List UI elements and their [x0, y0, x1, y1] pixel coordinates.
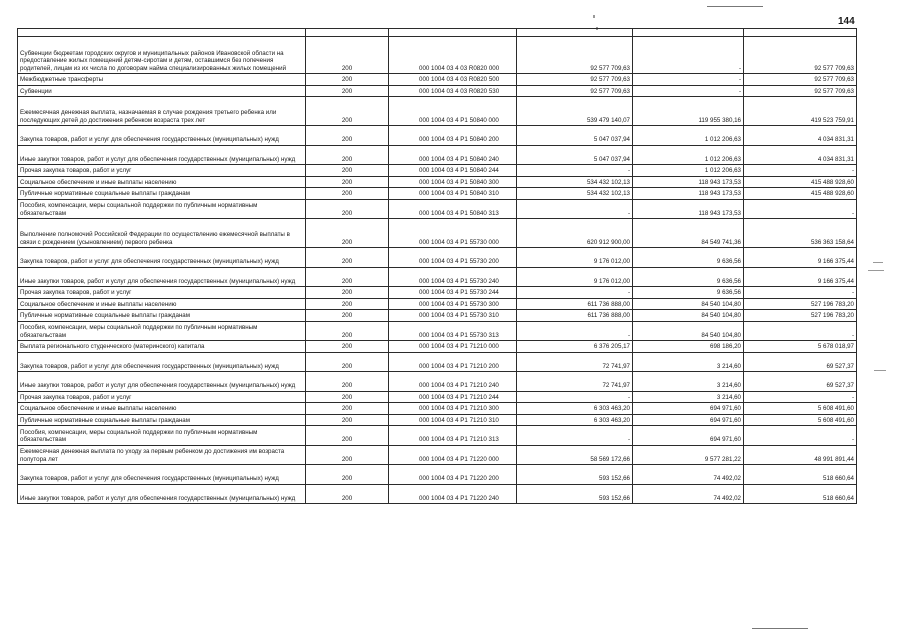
row-executed: 1 012 206,63 [633, 145, 744, 165]
row-unexecuted: 4 034 831,31 [744, 126, 857, 146]
row-unexecuted: 5 608 491,60 [744, 414, 857, 426]
row-name: Закупка товаров, работ и услуг для обеспечения государственных (муниципальных) нужд [18, 465, 306, 485]
row-executed: - [633, 85, 744, 97]
row-unexecuted: 419 523 759,91 [744, 97, 857, 126]
table-row [18, 484, 857, 504]
row-approved: 5 047 037,94 [517, 126, 633, 146]
table-row [18, 372, 857, 392]
row-unexecuted: 527 196 783,20 [744, 298, 857, 310]
row-kbk: 000 1004 03 4 P1 55730 300 [389, 298, 517, 310]
row-executed: 74 492,02 [633, 465, 744, 485]
row-approved: 92 577 709,63 [517, 85, 633, 97]
row-approved: 9 176 012,00 [517, 267, 633, 287]
table-row [18, 145, 857, 165]
row-unexecuted: 4 034 831,31 [744, 145, 857, 165]
row-kbk: 000 1004 03 4 P1 71210 310 [389, 414, 517, 426]
table-row [18, 126, 857, 146]
row-name: Прочая закупка товаров, работ и услуг [18, 165, 306, 177]
row-unexecuted: 69 527,37 [744, 352, 857, 372]
row-name: Иные закупки товаров, работ и услуг для обеспечения государственных (муниципальных) нужд [18, 372, 306, 392]
row-unexecuted: 9 166 375,44 [744, 248, 857, 268]
table-row [18, 445, 857, 465]
table-row [18, 391, 857, 403]
row-name: Социальное обеспечение и иные выплаты населению [18, 298, 306, 310]
row-executed: 118 943 173,53 [633, 188, 744, 200]
table-row [18, 298, 857, 310]
table-row [18, 165, 857, 177]
row-kbk: 000 1004 03 4 P1 71210 244 [389, 391, 517, 403]
row-code: 200 [306, 126, 389, 146]
table-row [18, 85, 857, 97]
row-name: Социальное обеспечение и иные выплаты населению [18, 403, 306, 415]
row-approved: 611 736 888,00 [517, 310, 633, 322]
table-row [18, 176, 857, 188]
row-unexecuted: 69 527,37 [744, 372, 857, 392]
row-approved: 58 569 172,66 [517, 445, 633, 465]
row-executed: 694 971,60 [633, 403, 744, 415]
row-name: Прочая закупка товаров, работ и услуг [18, 391, 306, 403]
row-code: 200 [306, 219, 389, 248]
row-unexecuted: 415 488 928,60 [744, 176, 857, 188]
row-code: 200 [306, 391, 389, 403]
row-executed: 84 549 741,36 [633, 219, 744, 248]
row-name: Публичные нормативные социальные выплаты гражданам [18, 188, 306, 200]
row-code: 200 [306, 176, 389, 188]
row-name: Пособия, компенсации, меры социальной поддержки по публичным нормативным обязательствам [18, 321, 306, 341]
row-code: 200 [306, 145, 389, 165]
row-name: Социальное обеспечение и иные выплаты населению [18, 176, 306, 188]
row-unexecuted: 527 196 783,20 [744, 310, 857, 322]
row-approved: - [517, 199, 633, 219]
row-executed: 3 214,60 [633, 352, 744, 372]
row-approved: 6 376 205,17 [517, 341, 633, 353]
row-unexecuted: 48 991 891,44 [744, 445, 857, 465]
row-approved: 593 152,66 [517, 465, 633, 485]
row-kbk: 000 1004 03 4 P1 50840 313 [389, 199, 517, 219]
row-kbk: 000 1004 03 4 P1 71220 000 [389, 445, 517, 465]
row-approved: - [517, 165, 633, 177]
row-unexecuted: 92 577 709,63 [744, 74, 857, 86]
table-top-spacer [18, 29, 857, 37]
row-kbk: 000 1004 03 4 03 R0820 530 [389, 85, 517, 97]
row-approved: 534 432 102,13 [517, 188, 633, 200]
row-code: 200 [306, 188, 389, 200]
table-row [18, 403, 857, 415]
row-code: 200 [306, 414, 389, 426]
row-unexecuted: - [744, 165, 857, 177]
row-kbk: 000 1004 03 4 P1 71210 000 [389, 341, 517, 353]
row-name: Закупка товаров, работ и услуг для обеспечения государственных (муниципальных) нужд [18, 248, 306, 268]
row-name: Выполнение полномочий Российской Федерации по осуществлению ежемесячной выплаты в связи с рождением (усыновлением) первого ребенка [18, 219, 306, 248]
row-approved: 9 176 012,00 [517, 248, 633, 268]
row-unexecuted: - [744, 321, 857, 341]
row-approved: 6 303 463,20 [517, 414, 633, 426]
scan-mark [873, 262, 883, 263]
row-executed: 9 636,56 [633, 267, 744, 287]
table-row [18, 341, 857, 353]
row-kbk: 000 1004 03 4 P1 50840 310 [389, 188, 517, 200]
row-approved: - [517, 391, 633, 403]
row-name: Межбюджетные трансферты [18, 74, 306, 86]
row-approved: 534 432 102,13 [517, 176, 633, 188]
table-row [18, 219, 857, 248]
scan-mark [593, 15, 595, 18]
row-unexecuted: 5 608 491,60 [744, 403, 857, 415]
row-code: 200 [306, 199, 389, 219]
row-name: Пособия, компенсации, меры социальной поддержки по публичным нормативным обязательствам [18, 426, 306, 446]
table-row [18, 321, 857, 341]
row-approved: - [517, 321, 633, 341]
budget-execution-table [17, 28, 857, 504]
row-executed: - [633, 37, 744, 74]
row-code: 200 [306, 445, 389, 465]
row-code: 200 [306, 267, 389, 287]
row-kbk: 000 1004 03 4 P1 71210 240 [389, 372, 517, 392]
table-row [18, 248, 857, 268]
row-kbk: 000 1004 03 4 P1 55730 240 [389, 267, 517, 287]
row-approved: 611 736 888,00 [517, 298, 633, 310]
row-executed: 698 186,20 [633, 341, 744, 353]
row-unexecuted: 536 363 158,64 [744, 219, 857, 248]
table-row [18, 37, 857, 74]
row-unexecuted: 518 660,64 [744, 465, 857, 485]
row-unexecuted: 415 488 928,60 [744, 188, 857, 200]
table-row [18, 465, 857, 485]
table-row [18, 97, 857, 126]
row-kbk: 000 1004 03 4 P1 55730 200 [389, 248, 517, 268]
row-executed: 1 012 206,63 [633, 126, 744, 146]
row-kbk: 000 1004 03 4 P1 71210 313 [389, 426, 517, 446]
table-row [18, 426, 857, 446]
row-code: 200 [306, 74, 389, 86]
row-unexecuted: 5 678 018,97 [744, 341, 857, 353]
row-executed: 3 214,60 [633, 391, 744, 403]
footer-rule [752, 628, 808, 629]
table-row [18, 267, 857, 287]
row-executed: 74 492,02 [633, 484, 744, 504]
page-number: 144 [838, 16, 855, 27]
row-kbk: 000 1004 03 4 P1 50840 244 [389, 165, 517, 177]
row-executed: 119 955 380,16 [633, 97, 744, 126]
row-code: 200 [306, 426, 389, 446]
row-executed: 9 636,56 [633, 287, 744, 299]
table-row [18, 352, 857, 372]
table-row [18, 188, 857, 200]
row-code: 200 [306, 298, 389, 310]
row-kbk: 000 1004 03 4 03 R0820 000 [389, 37, 517, 74]
row-unexecuted: - [744, 426, 857, 446]
row-name: Пособия, компенсации, меры социальной поддержки по публичным нормативным обязательствам [18, 199, 306, 219]
row-kbk: 000 1004 03 4 P1 71220 240 [389, 484, 517, 504]
row-executed: - [633, 74, 744, 86]
row-kbk: 000 1004 03 4 P1 55730 244 [389, 287, 517, 299]
row-kbk: 000 1004 03 4 P1 55730 000 [389, 219, 517, 248]
row-name: Публичные нормативные социальные выплаты гражданам [18, 414, 306, 426]
row-code: 200 [306, 248, 389, 268]
row-name: Публичные нормативные социальные выплаты гражданам [18, 310, 306, 322]
row-approved: 5 047 037,94 [517, 145, 633, 165]
row-code: 200 [306, 321, 389, 341]
scan-mark [874, 370, 886, 371]
row-kbk: 000 1004 03 4 P1 71220 200 [389, 465, 517, 485]
row-kbk: 000 1004 03 4 P1 55730 310 [389, 310, 517, 322]
row-kbk: 000 1004 03 4 P1 50840 200 [389, 126, 517, 146]
row-code: 200 [306, 372, 389, 392]
table-row [18, 74, 857, 86]
table-row [18, 199, 857, 219]
row-kbk: 000 1004 03 4 03 R0820 500 [389, 74, 517, 86]
row-name: Иные закупки товаров, работ и услуг для обеспечения государственных (муниципальных) нужд [18, 267, 306, 287]
row-name: Иные закупки товаров, работ и услуг для обеспечения государственных (муниципальных) нужд [18, 145, 306, 165]
row-code: 200 [306, 97, 389, 126]
row-unexecuted: - [744, 391, 857, 403]
row-executed: 84 540 104,80 [633, 321, 744, 341]
row-kbk: 000 1004 03 4 P1 50840 300 [389, 176, 517, 188]
row-unexecuted: 92 577 709,63 [744, 37, 857, 74]
row-approved: - [517, 426, 633, 446]
row-name: Ежемесячная денежная выплата, назначаемая в случае рождения третьего ребенка или последующих детей до достижения ребенком возраста трех лет [18, 97, 306, 126]
row-code: 200 [306, 310, 389, 322]
row-executed: 84 540 104,80 [633, 298, 744, 310]
row-unexecuted: 92 577 709,63 [744, 85, 857, 97]
row-unexecuted: - [744, 287, 857, 299]
row-code: 200 [306, 352, 389, 372]
row-executed: 84 540 104,80 [633, 310, 744, 322]
row-code: 200 [306, 165, 389, 177]
row-approved: 539 479 140,07 [517, 97, 633, 126]
row-code: 200 [306, 85, 389, 97]
row-unexecuted: - [744, 199, 857, 219]
row-kbk: 000 1004 03 4 P1 55730 313 [389, 321, 517, 341]
row-executed: 694 971,60 [633, 426, 744, 446]
row-approved: 6 303 463,20 [517, 403, 633, 415]
row-unexecuted: 518 660,64 [744, 484, 857, 504]
row-name: Выплата регионального студенческого (материнского) капитала [18, 341, 306, 353]
row-name: Субвенции [18, 85, 306, 97]
row-name: Субвенции бюджетам городских округов и муниципальных районов Ивановской области на предоставление жилых помещений детям-сиротам и детям, оставшимся без попечения родителей, лицам из их числа по договорам найма специализированных жилых помещений [18, 37, 306, 74]
scan-mark [868, 270, 884, 271]
row-code: 200 [306, 465, 389, 485]
row-name: Закупка товаров, работ и услуг для обеспечения государственных (муниципальных) нужд [18, 352, 306, 372]
table-row [18, 287, 857, 299]
row-name: Прочая закупка товаров, работ и услуг [18, 287, 306, 299]
row-executed: 9 577 281,22 [633, 445, 744, 465]
table-row [18, 310, 857, 322]
row-code: 200 [306, 287, 389, 299]
row-approved: 92 577 709,63 [517, 74, 633, 86]
row-code: 200 [306, 484, 389, 504]
row-executed: 1 012 206,63 [633, 165, 744, 177]
row-approved: 593 152,66 [517, 484, 633, 504]
row-name: Ежемесячная денежная выплата по уходу за первым ребенком до достижения им возраста полутора лет [18, 445, 306, 465]
row-approved: 620 912 900,00 [517, 219, 633, 248]
row-code: 200 [306, 403, 389, 415]
row-code: 200 [306, 37, 389, 74]
row-kbk: 000 1004 03 4 P1 71210 200 [389, 352, 517, 372]
row-executed: 9 636,56 [633, 248, 744, 268]
row-kbk: 000 1004 03 4 P1 50840 000 [389, 97, 517, 126]
row-approved: 92 577 709,63 [517, 37, 633, 74]
row-code: 200 [306, 341, 389, 353]
table-row [18, 414, 857, 426]
row-unexecuted: 9 166 375,44 [744, 267, 857, 287]
row-name: Закупка товаров, работ и услуг для обеспечения государственных (муниципальных) нужд [18, 126, 306, 146]
row-approved: 72 741,97 [517, 352, 633, 372]
row-executed: 694 971,60 [633, 414, 744, 426]
row-executed: 118 943 173,53 [633, 176, 744, 188]
row-kbk: 000 1004 03 4 P1 50840 240 [389, 145, 517, 165]
row-executed: 118 943 173,53 [633, 199, 744, 219]
row-approved: 72 741,97 [517, 372, 633, 392]
row-kbk: 000 1004 03 4 P1 71210 300 [389, 403, 517, 415]
row-executed: 3 214,60 [633, 372, 744, 392]
header-rule [707, 6, 763, 7]
row-approved: - [517, 287, 633, 299]
row-name: Иные закупки товаров, работ и услуг для обеспечения государственных (муниципальных) нужд [18, 484, 306, 504]
